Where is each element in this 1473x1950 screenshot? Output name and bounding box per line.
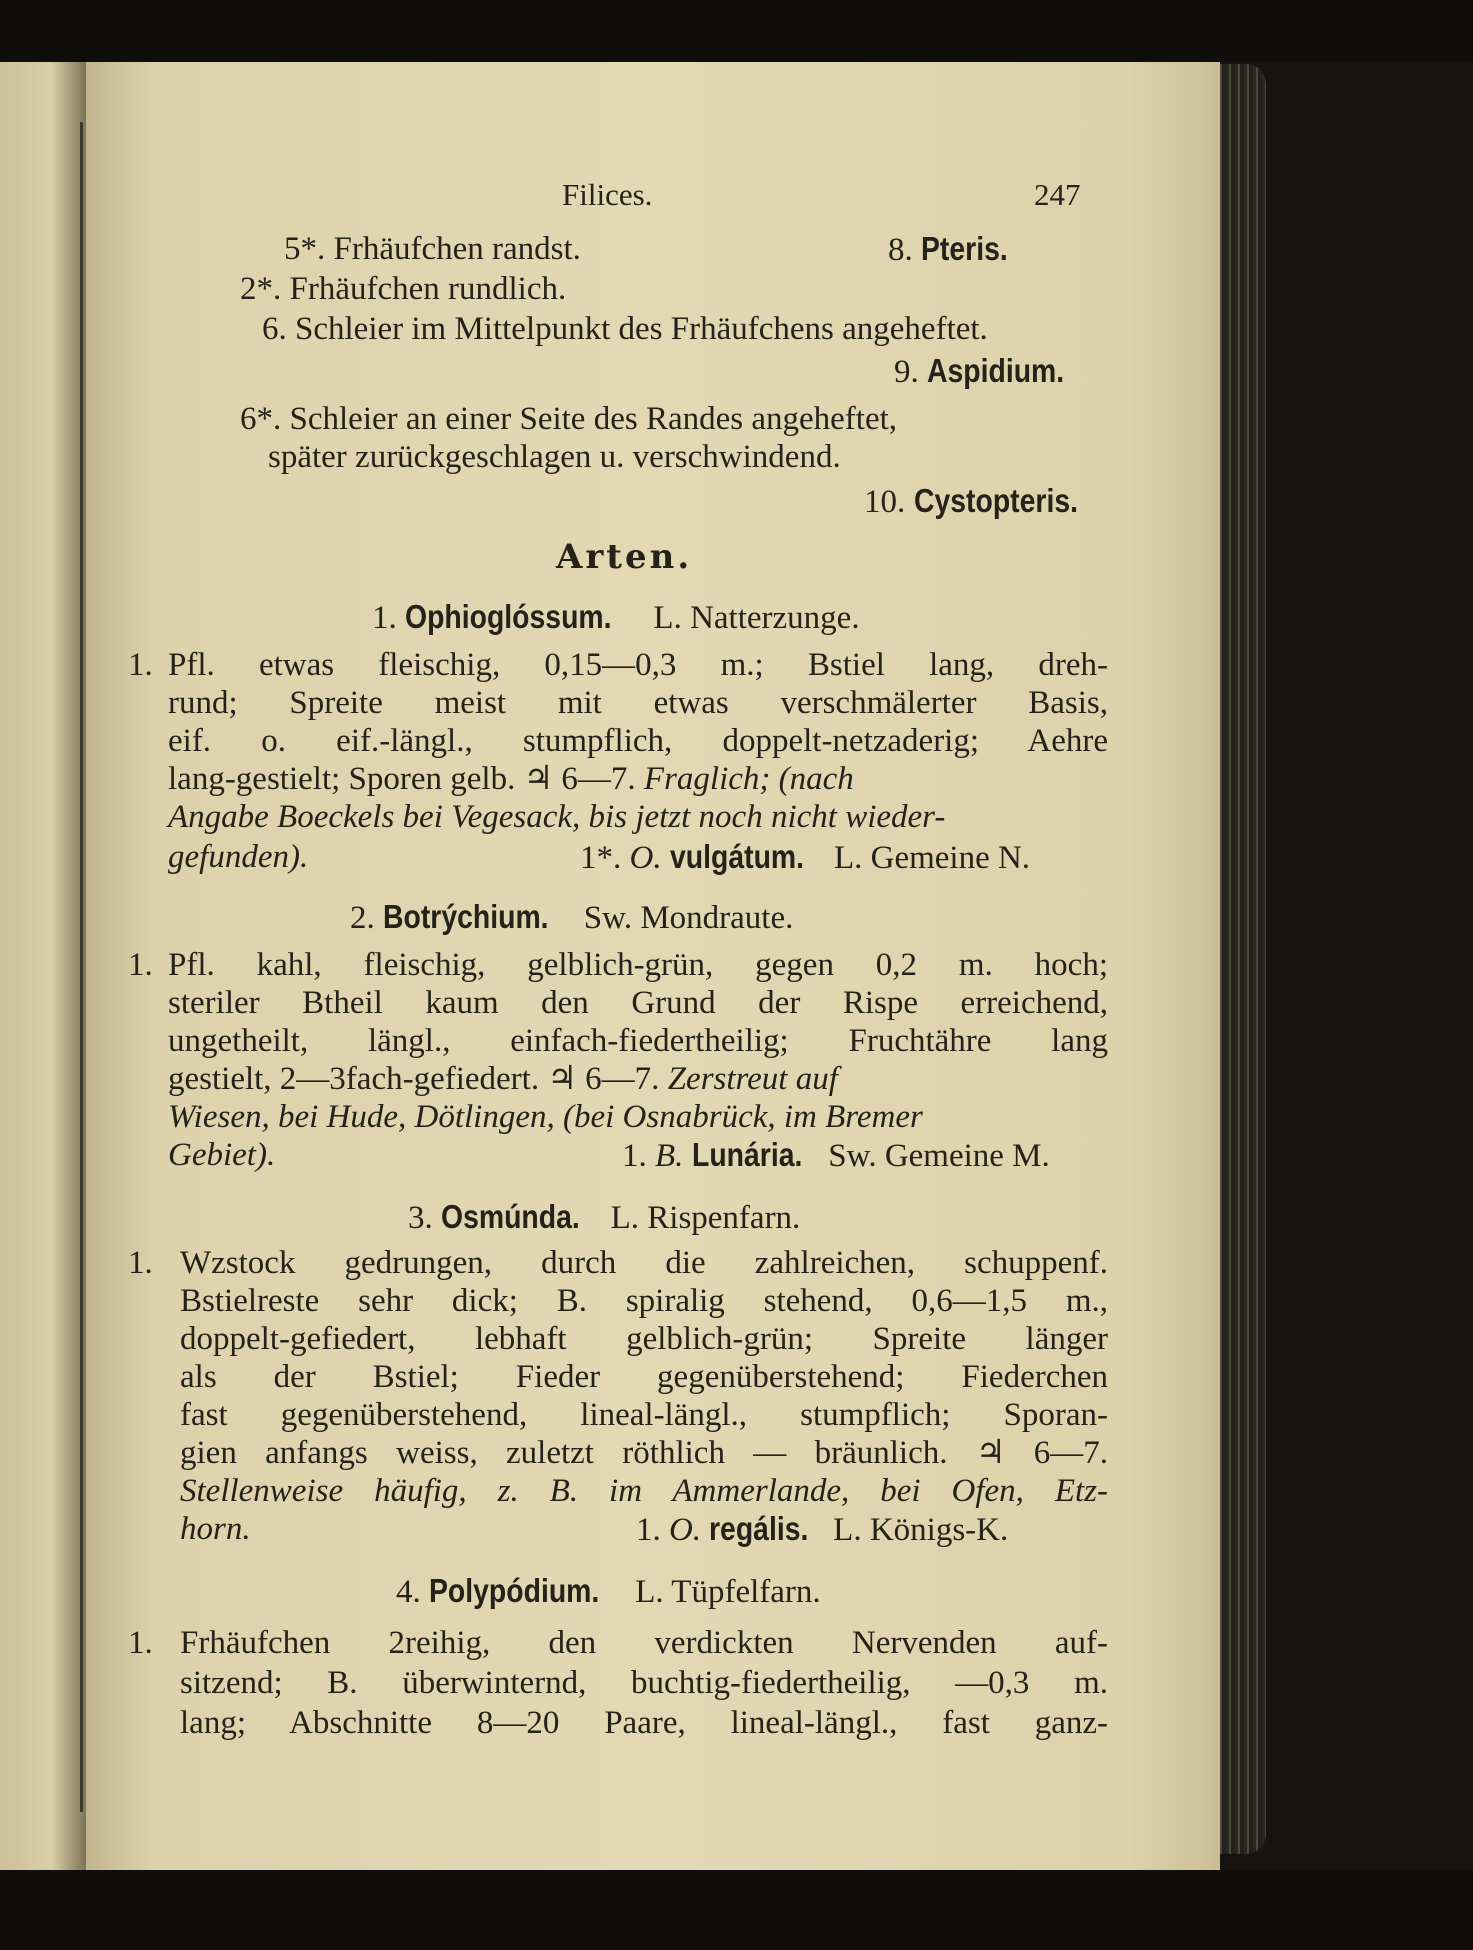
entry-text: lang-gestielt; Sporen gelb. ♃ 6—7. bbox=[168, 761, 636, 797]
genus-name: Botrýchium. bbox=[383, 898, 549, 935]
genus-name: Ophioglóssum. bbox=[405, 598, 612, 635]
entry-line: Pfl. etwas fleischig, 0,15—0,3 m.; Bstiel lang, dreh- bbox=[168, 647, 1108, 683]
entry-text: gestielt, 2—3fach-gefiedert. ♃ 6—7. bbox=[168, 1061, 660, 1097]
entry-number: 1. bbox=[128, 1625, 153, 1661]
entry-line: Wzstock gedrungen, durch die zahlreichen, schuppenf. bbox=[180, 1245, 1108, 1281]
genus-name: Osmúnda. bbox=[441, 1198, 580, 1235]
key-6s-line1: 6*. Schleier an einer Seite des Randes angeheftet, bbox=[240, 401, 898, 437]
entry-line: Bstielreste sehr dick; B. spiralig stehend, 0,6—1,5 m., bbox=[180, 1283, 1108, 1319]
entry-distribution: gefunden). bbox=[168, 839, 309, 875]
genus-heading bbox=[396, 1572, 821, 1611]
key-6: 6. Schleier im Mittelpunkt des Frhäufchens angeheftet. bbox=[262, 311, 988, 347]
genus-author-common-name: L. Tüpfelfarn. bbox=[635, 1574, 821, 1610]
species-number: 1. bbox=[636, 1512, 661, 1548]
genus-heading bbox=[408, 1198, 800, 1237]
species-author: Sw. Gemeine M. bbox=[828, 1138, 1050, 1174]
scan-background-top bbox=[0, 0, 1473, 62]
entry-distribution: Gebiet). bbox=[168, 1137, 276, 1173]
key-5s-result bbox=[888, 230, 1022, 269]
key-6-result-number: 9. bbox=[894, 354, 919, 390]
species-name: vulgátum. bbox=[669, 838, 804, 875]
entry-line: Frhäufchen 2reihig, den verdickten Nervenden auf- bbox=[180, 1625, 1108, 1661]
entry-line: Pfl. kahl, fleischig, gelblich-grün, gegen 0,2 m. hoch; bbox=[168, 947, 1108, 983]
key-6s-line2: später zurückgeschlagen u. verschwindend. bbox=[268, 439, 841, 475]
entry-distribution: Angabe Boeckels bei Vegesack, bis jetzt noch nicht wieder- bbox=[168, 799, 946, 835]
genus-author-common-name: Sw. Mondraute. bbox=[583, 900, 794, 936]
genus-number: 1. bbox=[372, 600, 397, 636]
key-2s: 2*. Frhäufchen rundlich. bbox=[240, 271, 567, 307]
species-genus-abbr: B. bbox=[655, 1138, 684, 1174]
entry-distribution: Wiesen, bei Hude, Dötlingen, (bei Osnabrück, im Bremer bbox=[168, 1099, 923, 1135]
key-5s: 5*. Frhäufchen randst. bbox=[284, 231, 581, 267]
entry-line bbox=[168, 760, 854, 798]
page-number: 247 bbox=[1034, 177, 1081, 212]
entry-number: 1. bbox=[128, 1245, 153, 1281]
entry-number: 1. bbox=[128, 647, 153, 683]
entry-line: lang; Abschnitte 8—20 Paare, lineal-längl., fast ganz- bbox=[180, 1705, 1108, 1741]
species-genus-abbr: O. bbox=[629, 840, 662, 876]
entry-line: rund; Spreite meist mit etwas verschmälerter Basis, bbox=[168, 685, 1108, 721]
entry-line: doppelt-gefiedert, lebhaft gelblich-grün; Spreite länger bbox=[180, 1321, 1108, 1357]
species-author: L. Gemeine N. bbox=[833, 840, 1031, 876]
species-number: 1. bbox=[622, 1138, 647, 1174]
genus-heading bbox=[350, 898, 793, 937]
genus-name: Polypódium. bbox=[429, 1572, 600, 1609]
entry-line: gien anfangs weiss, zuletzt röthlich — bräunlich. ♃ 6—7. bbox=[180, 1435, 1108, 1471]
species-name-line bbox=[636, 1510, 1008, 1549]
key-6s-result bbox=[864, 482, 1104, 521]
key-5s-result-genus: Pteris. bbox=[921, 230, 1008, 267]
section-title: Arten. bbox=[556, 537, 693, 577]
entry-line: ungetheilt, längl., einfach-fiedertheilig; Fruchtähre lang bbox=[168, 1023, 1108, 1059]
entry-line: als der Bstiel; Fieder gegenüberstehend; Fiederchen bbox=[180, 1359, 1108, 1395]
species-name: Lunária. bbox=[691, 1136, 803, 1173]
key-5s-result-number: 8. bbox=[888, 232, 913, 268]
genus-number: 3. bbox=[408, 1200, 433, 1236]
key-6-result bbox=[894, 352, 1087, 391]
genus-number: 2. bbox=[350, 900, 375, 936]
species-genus-abbr: O. bbox=[669, 1512, 702, 1548]
species-name: regális. bbox=[709, 1510, 809, 1547]
facing-page-edge bbox=[0, 62, 86, 1870]
entry-line: fast gegenüberstehend, lineal-längl., stumpflich; Sporan- bbox=[180, 1397, 1108, 1433]
genus-heading bbox=[372, 598, 860, 637]
key-6s-result-genus: Cystopteris. bbox=[913, 482, 1078, 519]
genus-author-common-name: L. Natterzunge. bbox=[653, 600, 860, 636]
entry-line: sitzend; B. überwinternd, buchtig-fiedertheilig, —0,3 m. bbox=[180, 1665, 1108, 1701]
entry-line: steriler Btheil kaum den Grund der Rispe erreichend, bbox=[168, 985, 1108, 1021]
book-page bbox=[86, 62, 1220, 1870]
entry-distribution: Zerstreut auf bbox=[667, 1061, 838, 1097]
species-number: 1*. bbox=[580, 840, 622, 876]
species-name-line bbox=[580, 838, 1030, 877]
genus-author-common-name: L. Rispenfarn. bbox=[610, 1200, 801, 1236]
entry-line bbox=[168, 1060, 838, 1098]
entry-number: 1. bbox=[128, 947, 153, 983]
key-6-result-genus: Aspidium. bbox=[927, 352, 1065, 389]
running-title: Filices. bbox=[562, 177, 653, 212]
species-name-line bbox=[622, 1136, 1050, 1175]
key-6s-result-number: 10. bbox=[864, 484, 906, 520]
genus-number: 4. bbox=[396, 1574, 421, 1610]
entry-distribution: Stellenweise häufig, z. B. im Ammerlande, bei Ofen, Etz- bbox=[180, 1473, 1108, 1509]
entry-distribution: Fraglich; (nach bbox=[643, 761, 854, 797]
species-author: L. Königs-K. bbox=[833, 1512, 1009, 1548]
entry-distribution: horn. bbox=[180, 1511, 251, 1547]
entry-line: eif. o. eif.-längl., stumpflich, doppelt-netzaderig; Aehre bbox=[168, 723, 1108, 759]
scan-background-bottom bbox=[0, 1870, 1473, 1950]
page-gutter-line bbox=[80, 122, 83, 1812]
